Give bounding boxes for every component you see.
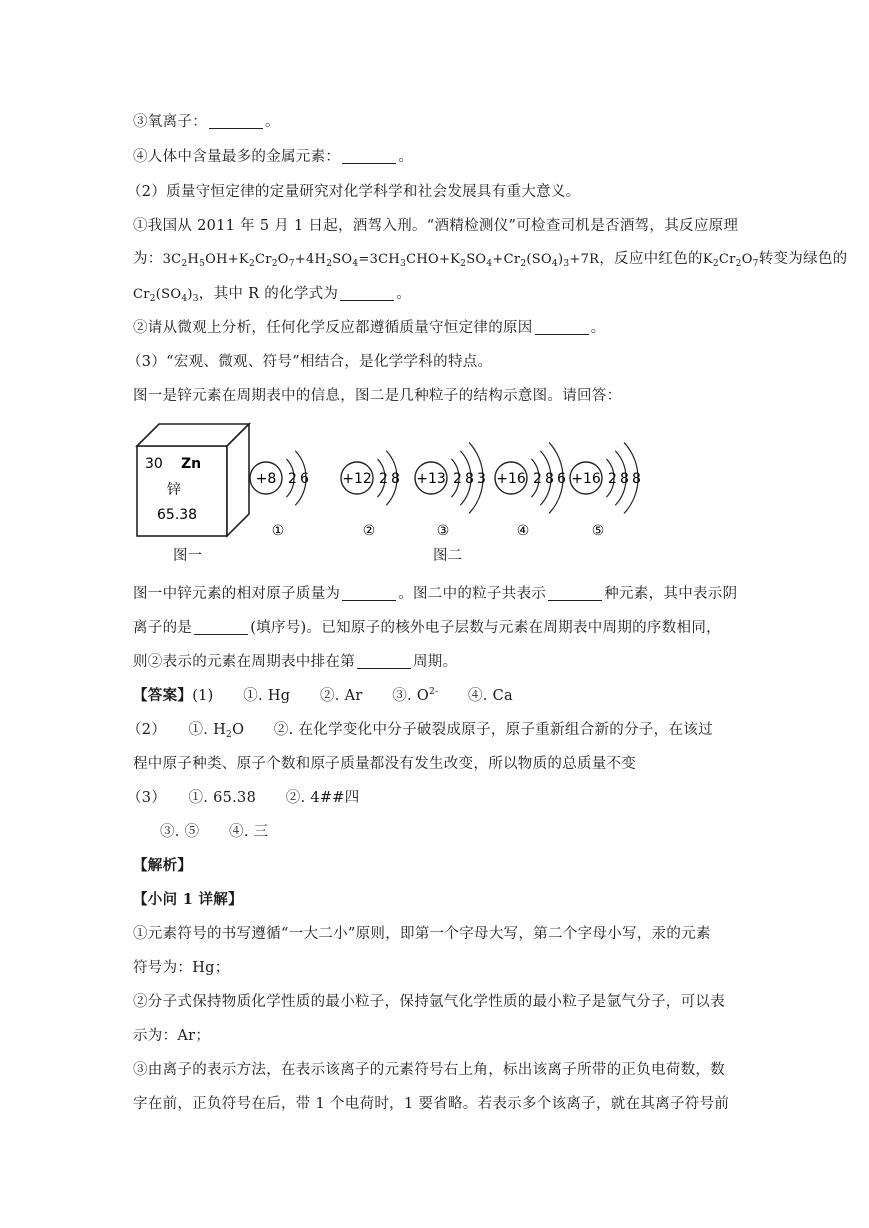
particle-1 bbox=[250, 451, 309, 539]
analysis-line-5: ③由离子的表示方法，在表示该离子的元素符号右上角，标出该离子所带的正负电荷数，数 bbox=[133, 1062, 725, 1078]
answer-blank bbox=[342, 599, 396, 601]
answer-blank bbox=[209, 127, 263, 129]
figure-1-label: 图一 bbox=[173, 548, 202, 564]
question-2-part1-line1: ①我国从 2011 年 5 月 1 日起，酒驾入刑。“酒精检测仪”可检查司机是否酒驾，其反应原理 bbox=[133, 218, 739, 234]
question-3-line2: 离子的是 (填序号)。已知原子的核外电子层数与元素在周期表中周期的序数相同， bbox=[133, 620, 721, 636]
particle-2 bbox=[341, 451, 400, 539]
analysis-line-4: 示为：Ar； bbox=[133, 1028, 211, 1044]
electron-count: 2 bbox=[533, 471, 542, 487]
atomic-number: 30 bbox=[145, 456, 163, 472]
particle-label: ① bbox=[271, 523, 285, 539]
particle-5 bbox=[570, 443, 641, 539]
particle-label: ② bbox=[362, 523, 376, 539]
question-2-part1-line2: 为：$3C_2H_5OH+K_2Cr_2O_7+4H_2SO_4=3CH_3CHO+K_2SO_4+Cr_2(SO_4)_3+7R$，反应中红色的$K_2Cr_2O_7$转变为绿色的 bbox=[133, 251, 848, 269]
question-3-line1: 图一中锌元素的相对原子质量为 。图二中的粒子共表示 种元素，其中表示阴 bbox=[133, 586, 738, 602]
reaction-equation: $3C_2H_5OH+K_2Cr_2O_7+4H_2SO_4=3CH_3CHO+K_2SO_4+Cr_2(SO_4)_3+7R$ bbox=[162, 252, 600, 269]
relative-atomic-mass: 65.38 bbox=[157, 507, 198, 523]
figure-area bbox=[133, 420, 653, 568]
electron-count: 2 bbox=[379, 471, 388, 487]
electron-count: 8 bbox=[632, 471, 641, 487]
answer-line-3: 程中原子种类、原子个数和原子质量都没有发生改变，所以物质的总质量不变 bbox=[133, 756, 637, 772]
nucleus-charge: +12 bbox=[342, 471, 372, 487]
particle-label: ⑤ bbox=[591, 523, 605, 539]
question-3-intro: （3）“宏观、微观、符号”相结合，是化学学科的特点。 bbox=[127, 354, 493, 370]
particle-diagrams bbox=[250, 443, 641, 539]
element-cube bbox=[137, 424, 249, 536]
answer-blank bbox=[548, 599, 602, 601]
electron-count: 2 bbox=[608, 471, 617, 487]
electron-count: 8 bbox=[545, 471, 554, 487]
nucleus-charge: +13 bbox=[416, 471, 446, 487]
formula-k2cr2o7: $K_2Cr_2O_7$ bbox=[702, 252, 759, 269]
answer-line-1: 【答案】(1) ①. Hg ②. Ar ③. $O^{2-}$ ④. Ca bbox=[133, 687, 513, 704]
electron-count: 8 bbox=[391, 471, 400, 487]
answer-line-5: ③. ⑤ ④. 三 bbox=[160, 824, 269, 840]
particle-label: ③ bbox=[436, 523, 450, 539]
electron-count: 2 bbox=[453, 471, 462, 487]
particle-label: ④ bbox=[516, 523, 530, 539]
nucleus-charge: +16 bbox=[571, 471, 601, 487]
analysis-heading: 【解析】 bbox=[133, 857, 193, 874]
nucleus-charge: +16 bbox=[496, 471, 526, 487]
electron-count: 3 bbox=[477, 471, 486, 487]
analysis-line-3: ②分子式保持物质化学性质的最小粒子，保持氩气化学性质的最小粒子是氩气分子，可以表 bbox=[133, 994, 725, 1010]
analysis-line-2: 符号为：Hg； bbox=[133, 960, 230, 976]
answer-blank bbox=[342, 162, 396, 164]
electron-count: 8 bbox=[465, 471, 474, 487]
formula-cr2so43: $Cr_2(SO_4)_3$ bbox=[133, 287, 199, 304]
question-3-description: 图一是锌元素在周期表中的信息，图二是几种粒子的结构示意图。请回答： bbox=[133, 388, 622, 404]
answer-blank bbox=[194, 633, 248, 635]
figure-2-label: 图二 bbox=[433, 548, 462, 564]
question-2-intro: （2）质量守恒定律的定量研究对化学科学和社会发展具有重大意义。 bbox=[127, 184, 581, 200]
answer-blank bbox=[357, 667, 411, 669]
analysis-line-6: 字在前，正负符号在后，带 1 个电荷时，1 要省略。若表示多个该离子，就在其离子符号前 bbox=[133, 1096, 730, 1112]
analysis-subheading: 【小问 1 详解】 bbox=[133, 891, 243, 908]
question-2-part2: ②请从微观上分析，任何化学反应都遵循质量守恒定律的原因 。 bbox=[133, 320, 606, 336]
question-2-part1-line3: $Cr_2(SO_4)_3$，其中 R 的化学式为 。 bbox=[133, 286, 412, 304]
answer-blank bbox=[535, 333, 589, 335]
nucleus-charge: +8 bbox=[255, 471, 277, 487]
question-3-line3: 则②表示的元素在周期表中排在第 周期。 bbox=[133, 654, 458, 670]
answer-line-2: （2） ①. $H_2O$ ②. 在化学变化中分子破裂成原子，原子重新组合新的分子，在该过 bbox=[127, 722, 713, 740]
electron-count: 6 bbox=[300, 471, 309, 487]
electron-count: 2 bbox=[288, 471, 297, 487]
answer-line-4: （3） ①. 65.38 ②. 4##四 bbox=[127, 790, 360, 806]
analysis-line-1: ①元素符号的书写遵循“一大二小”原则，即第一个字母大写，第二个字母小写，汞的元素 bbox=[133, 926, 711, 942]
electron-count: 6 bbox=[557, 471, 566, 487]
question-line-oxygen-ion: ③氧离子： 。 bbox=[133, 114, 280, 130]
particle-3 bbox=[415, 443, 486, 539]
answer-blank bbox=[340, 299, 394, 301]
answer-heading: 【答案】 bbox=[133, 687, 193, 704]
particle-4 bbox=[495, 443, 566, 539]
element-symbol: Zn bbox=[181, 456, 202, 472]
question-line-metal-element: ④人体中含量最多的金属元素： 。 bbox=[133, 149, 414, 165]
element-name: 锌 bbox=[167, 482, 181, 498]
electron-count: 8 bbox=[620, 471, 629, 487]
figure-svg bbox=[133, 420, 653, 568]
